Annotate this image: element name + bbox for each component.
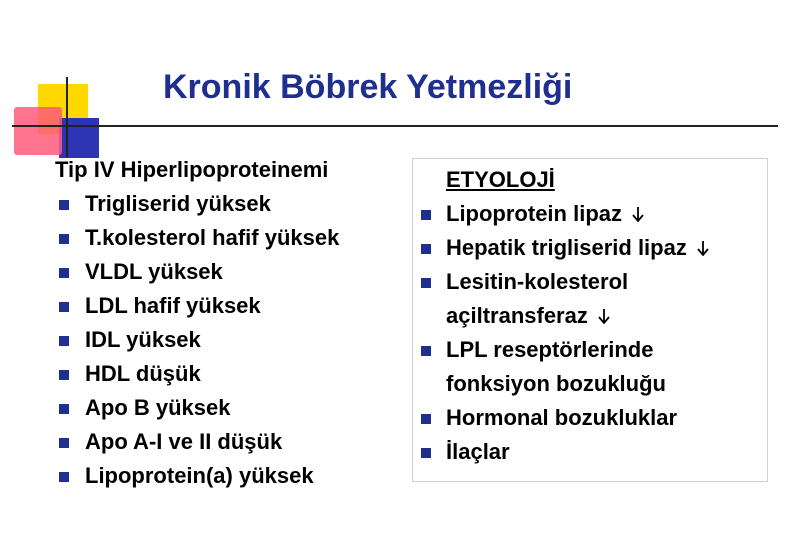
square-bullet-icon: [59, 370, 69, 380]
findings-list: [55, 187, 405, 493]
square-bullet-icon: [59, 438, 69, 448]
list-item: Lesitin-kolesterol: [413, 265, 767, 299]
list-item: LDL hafif yüksek: [55, 289, 405, 323]
square-bullet-icon: [59, 404, 69, 414]
list-item: VLDL yüksek: [55, 255, 405, 289]
square-bullet-icon: [59, 472, 69, 482]
decor-vertical-line: [66, 77, 68, 157]
list-item-continuation: açiltransferaz: [413, 299, 767, 333]
list-item: İlaçlar: [413, 435, 767, 469]
etiology-list: [413, 197, 767, 469]
list-item: Apo B yüksek: [55, 391, 405, 425]
square-bullet-icon: [421, 278, 431, 288]
slide-title: Kronik Böbrek Yetmezliği: [163, 68, 573, 106]
square-bullet-icon: [59, 200, 69, 210]
list-item: Lipoprotein(a) yüksek: [55, 459, 405, 493]
list-item: Lipoprotein lipaz: [413, 197, 767, 231]
list-item: Trigliserid yüksek: [55, 187, 405, 221]
list-item: Hepatik trigliserid lipaz: [413, 231, 767, 265]
square-bullet-icon: [59, 336, 69, 346]
list-item: Hormonal bozukluklar: [413, 401, 767, 435]
etiology-heading: ETYOLOJİ: [446, 167, 555, 192]
list-item: IDL yüksek: [55, 323, 405, 357]
list-item: HDL düşük: [55, 357, 405, 391]
square-bullet-icon: [421, 448, 431, 458]
down-arrow-icon: [632, 206, 644, 222]
decor-blue-square: [59, 118, 99, 158]
list-item-continuation: fonksiyon bozukluğu: [446, 371, 666, 396]
title-divider-line: [12, 125, 778, 127]
square-bullet-icon: [421, 414, 431, 424]
decor-pink-square: [14, 107, 62, 155]
findings-column: [55, 153, 405, 493]
square-bullet-icon: [59, 302, 69, 312]
findings-heading: Tip IV Hiperlipoproteinemi: [55, 157, 329, 182]
etiology-box: [412, 158, 768, 482]
list-item: LPL reseptörlerinde: [413, 333, 767, 367]
list-item: T.kolesterol hafif yüksek: [55, 221, 405, 255]
down-arrow-icon: [697, 240, 709, 256]
square-bullet-icon: [59, 268, 69, 278]
square-bullet-icon: [421, 210, 431, 220]
down-arrow-icon: [598, 308, 610, 324]
square-bullet-icon: [59, 234, 69, 244]
list-item: Apo A-I ve II düşük: [55, 425, 405, 459]
square-bullet-icon: [421, 244, 431, 254]
square-bullet-icon: [421, 346, 431, 356]
